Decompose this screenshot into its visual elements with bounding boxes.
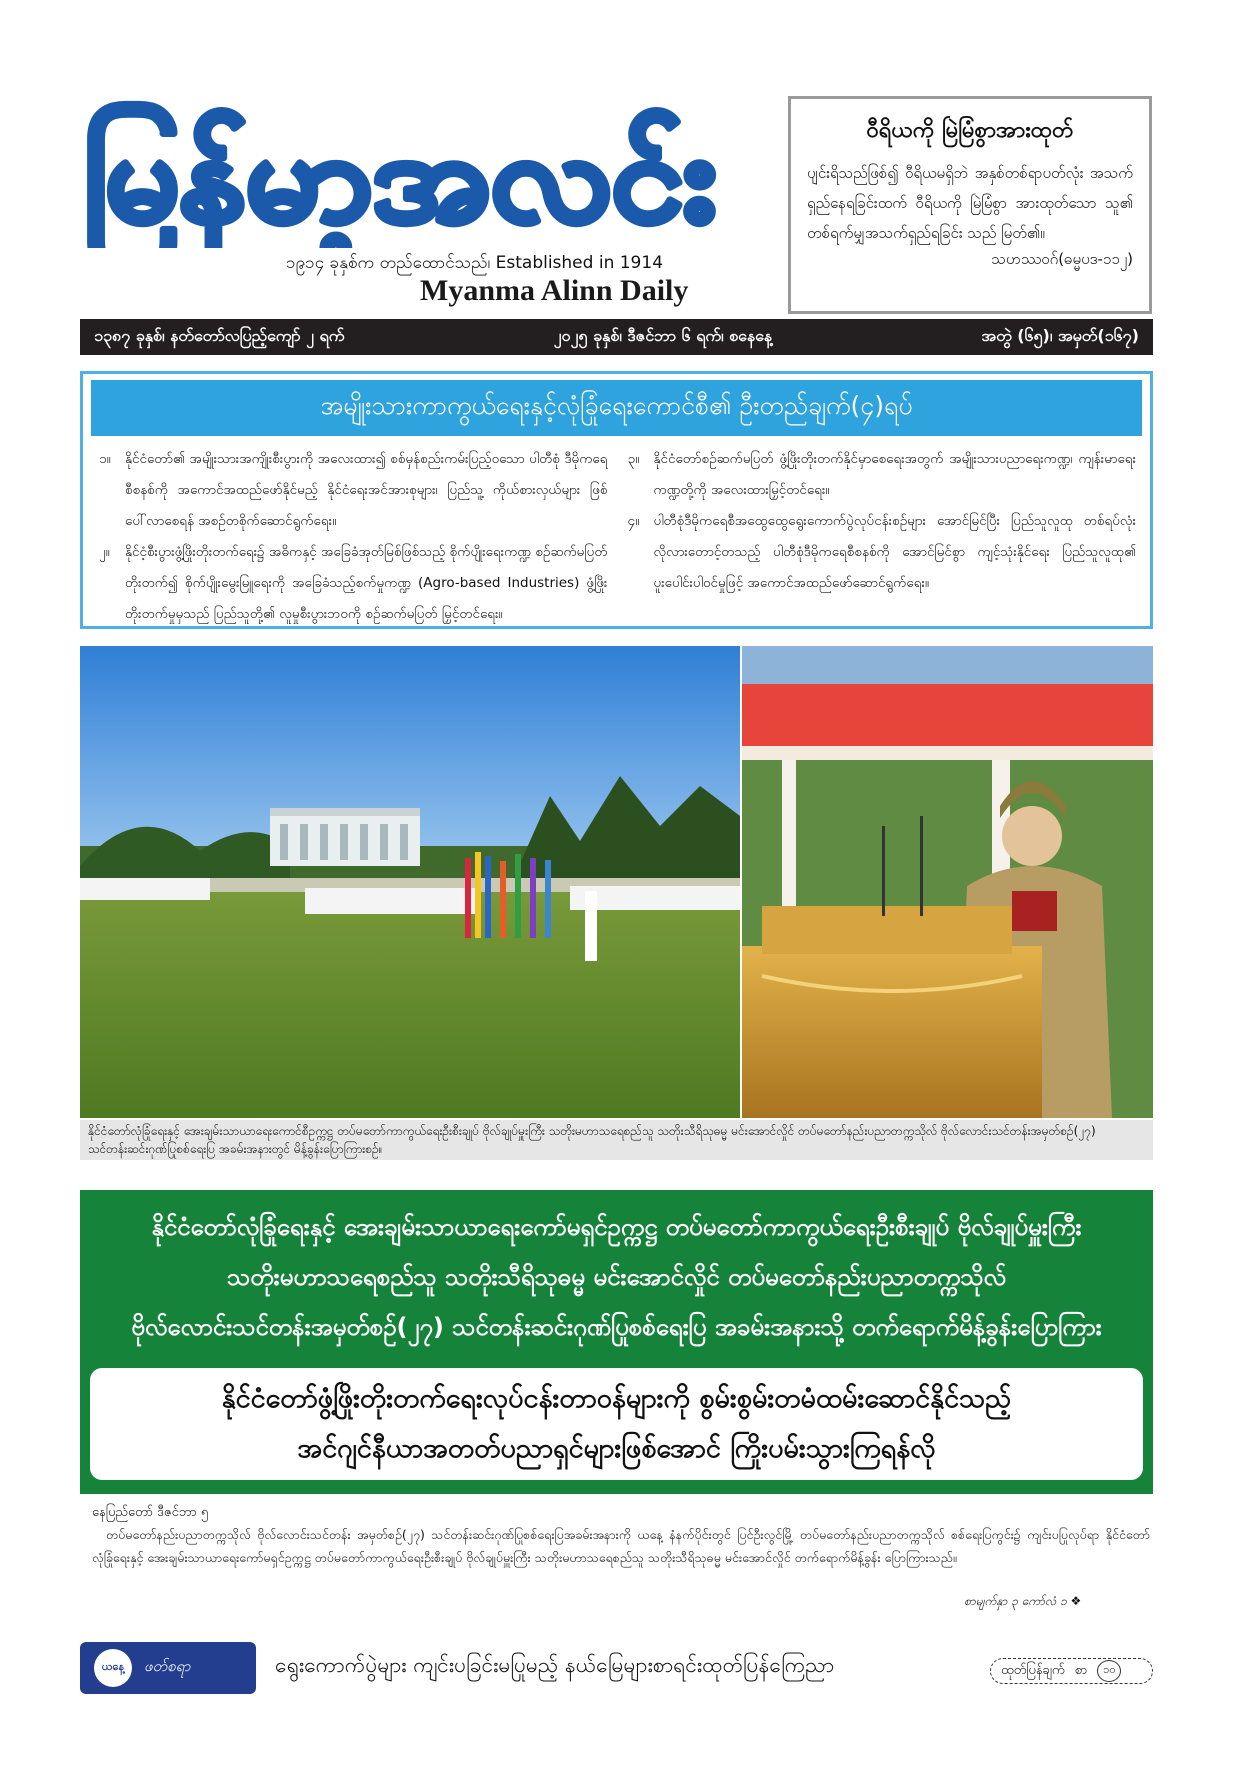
quote-source: သဟဿဝဂ်(ဓမ္မပဒ-၁၁၂) <box>991 250 1133 268</box>
masthead-logo-text: မြန်မာ့အလင်း <box>84 107 683 248</box>
issue-number: အတွဲ (၆၅)၊ အမှတ်(၁၆၇) <box>981 326 1139 345</box>
quote-box <box>788 96 1152 314</box>
headline-line: နိုင်ငံတော်လုံခြုံရေးနှင့် အေးချမ်းသာယာရေးကော်မရှင်ဥက္ကဋ္ဌ တပ်မတော်ကာကွယ်ရေးဦးစီးချုပ် ဗိုလ်ချုပ်မှူးကြီး <box>151 1213 1082 1241</box>
headline-line: ဗိုလ်လောင်းသင်တန်းအမှတ်စဉ်(၂၇) သင်တန်းဆင်းဂုဏ်ပြုစစ်ရေးပြ အခမ်းအနားသို့ တက်ရောက်မိန့်ခွန်းပြောကြား <box>131 1313 1102 1341</box>
page-number: ၁၀ <box>1097 1660 1121 1682</box>
quote-body: ပျင်းရိသည်ဖြစ်၍ ဝီရိယမရှိဘဲ အနှစ်တစ်ရာပတ်လုံး အသက်ရှည်နေရခြင်းထက် ဝီရိယကို မြဲမြံစွာ အားထုတ်သော သူ၏ တစ်ရက်မျှအသက်ရှည်ရခြင်း သည် မြတ်၏။ <box>807 164 1133 242</box>
footer-headline[interactable]: ရွေးကောက်ပွဲများ ကျင်းပခြင်းမပြုမည့် နယ်မြေများစာရင်းထုတ်ပြန်ကြေညာ <box>275 1653 835 1677</box>
objective-item <box>628 506 1137 599</box>
objective-number: ၁။ <box>99 451 111 467</box>
today-reading-badge[interactable] <box>80 1642 256 1694</box>
sub-headline-line: အင်ဂျင်နီယာအတတ်ပညာရှင်များဖြစ်အောင် ကြိုးပမ်းသွားကြရန်လို <box>297 1433 936 1464</box>
objective-item <box>99 444 608 537</box>
objectives-column-right <box>628 444 1137 630</box>
news-dateline: နေပြည်တော် ဒီဇင်ဘာ ၅ <box>92 1505 209 1520</box>
objectives-columns <box>83 436 1150 630</box>
english-name: Myanma Alinn Daily <box>420 274 689 307</box>
objective-item <box>99 537 608 630</box>
objectives-title: အမျိုးသားကာကွယ်ရေးနှင့်လုံခြုံရေးကောင်စီ၏ ဦးတည်ချက်(၄)ရပ် <box>91 380 1142 436</box>
page-reference-label: ထုတ်ပြန်ချက် <box>1001 1662 1065 1678</box>
sub-headline-line: နိုင်ငံတော်ဖွံ့ဖြိုးတိုးတက်ရေးလုပ်ငန်းတာဝန်များကို စွမ်းစွမ်းတမံထမ်းဆောင်နိုင်သည့် <box>221 1383 1012 1414</box>
headline-line: သတိုးမဟာသရေစည်သူ သတိုးသီရိသုဓမ္မ မင်းအောင်လှိုင် တပ်မတော်နည်းပညာတက္ကသိုလ် <box>226 1263 1007 1291</box>
objectives-column-left <box>99 444 608 630</box>
objective-item <box>628 444 1137 506</box>
parade-photo <box>80 646 740 1118</box>
masthead-logo <box>80 98 722 248</box>
headline-panel <box>80 1190 1153 1494</box>
main-headline <box>90 1202 1143 1352</box>
today-reading-label: ဖတ်စရာ <box>144 1657 191 1675</box>
objectives-box <box>80 371 1153 629</box>
objective-number: ၂။ <box>99 544 110 560</box>
continued-note: စာမျက်နှာ ၃ ကော်လံ ၁ ❖ <box>964 1594 1082 1608</box>
photo-caption: နိုင်ငံတော်လုံခြုံရေးနှင့် အေးချမ်းသာယာရေးကောင်စီဥက္ကဋ္ဌ တပ်မတော်ကာကွယ်ရေးဦးစီးချုပ် ဗိုလ်ချုပ်မှူးကြီး သတိုးမဟာသရေစည်သူ သတိုးသီရိသုဓမ္မ မင်းအောင်လှိုင် တပ်မတော်နည်းပညာတက္ကသိုလ် ဗိုလ်လောင်းသင်တန်းအမှတ်စဉ်(၂၇) သင်တန်းဆင်းဂုဏ်ပြုစစ်ရေးပြ အခမ်းအနားတွင် မိန့်ခွန်းပြောကြားစဉ်။ <box>80 1120 1153 1160</box>
news-body: တပ်မတော်နည်းပညာတက္ကသိုလ် ဗိုလ်လောင်းသင်တန်း အမှတ်စဉ်(၂၇) သင်တန်းဆင်းဂုဏ်ပြုစစ်ရေးပြအခမ်းအနားကို ယနေ့ နံနက်ပိုင်းတွင် ပြင်ဦးလွင်မြို့ တပ်မတော်နည်းပညာတက္ကသိုလ် စစ်ရေးပြကွင်း၌ ကျင်းပပြုလုပ်ရာ နိုင်ငံတော်လုံခြုံရေးနှင့် အေးချမ်းသာယာရေးကော်မရှင်ဥက္ကဋ္ဌ တပ်မတော်ကာကွယ်ရေးဦးစီးချုပ် ဗိုလ်ချုပ်မှူးကြီး သတိုးမဟာသရေစည်သူ သတိုးသီရိသုဓမ္မ မင်းအောင်လှိုင် တက်ရောက်မိန့်ခွန်း ပြောကြားသည်။ <box>92 1527 1150 1565</box>
page-reference[interactable] <box>990 1658 1153 1684</box>
gregorian-date: ၂၀၂၅ ခုနှစ်၊ ဒီဇင်ဘာ ၆ ရက်၊ စနေနေ့ <box>553 326 773 345</box>
quote-title: ဝီရိယကို မြဲမြံစွာအားထုတ် <box>866 118 1074 143</box>
founded-line: ၁၉၁၄ ခုနှစ်က တည်ထောင်သည်၊ Established in 1914 <box>286 253 664 273</box>
objective-text: နိုင်ငံတော်စဉ်ဆက်မပြတ် ဖွံ့ဖြိုးတိုးတက်နိုင်မှာစေရေးအတွက် အမျိုးသားပညာရေးကဏ္ဍ၊ ကျန်းမာရေးကဏ္ဍတို့ကို အလေးထားမြှင့်တင်ရေး။ <box>653 451 1136 498</box>
page-reference-tail: စာ <box>1074 1662 1088 1678</box>
objective-text: နိုင်ငံ့စီးပွားဖွံ့ဖြိုးတိုးတက်ရေး၌ အဓိကနှင့် အခြေခံအုတ်မြစ်ဖြစ်သည့် စိုက်ပျိုးရေးကဏ္ဍ စဉ်ဆက်မပြတ်တိုးတက်၍ စိုက်ပျိုးမွေးမြူရေးကို အခြေခံသည့်စက်မှုကဏ္ဍ (Agro-based Industries) ဖွံ့ဖြိုးတိုးတက်မှုမှသည် ပြည်သူတို့၏ လူမှုစီးပွားဘဝကို စဉ်ဆက်မပြတ် မြှင့်တင်ရေး။ <box>125 544 608 622</box>
today-logo-icon: ယနေ့ <box>94 1649 132 1687</box>
myanmar-date: ၁၃၈၇ ခုနှစ်၊ နတ်တော်လပြည့်ကျော် ၂ ရက် <box>94 326 345 345</box>
date-strip <box>80 319 1153 355</box>
speaker-photo <box>742 646 1153 1118</box>
sub-headline <box>90 1368 1143 1480</box>
objective-number: ၃။ <box>627 451 640 467</box>
objective-number: ၄။ <box>627 513 640 529</box>
objective-text: နိုင်ငံတော်၏ အမျိုးသားအကျိုးစီးပွားကို အလေးထား၍ စစ်မှန်စည်းကမ်းပြည့်ဝသော ပါတီစုံ ဒီမိုကရေစီစနစ်ကို အကောင်အထည်ဖော်နိုင်မည့် နိုင်ငံရေးအင်အားစုများ၊ ပြည်သူ့ ကိုယ်စားလှယ်များ ဖြစ်ပေါ်လာစေရန် အစဉ်တစိုက်ဆောင်ရွက်ရေး။ <box>125 451 608 529</box>
objective-text: ပါတီစုံဒီမိုကရေစီအထွေထွေရွေးကောက်ပွဲလုပ်ငန်းစဉ်များ အောင်မြင်ပြီး ပြည်သူလူထု တစ်ရပ်လုံး လိုလားတောင့်တသည့် ပါတီစုံဒီမိုကရေစီစနစ်ကို အောင်မြင်စွာ ကျင့်သုံးနိုင်ရေး ပြည်သူလူထု၏ ပူးပေါင်းပါဝင်မှုဖြင့် အကောင်အထည်ဖော်ဆောင်ရွက်ရေး။ <box>653 513 1136 591</box>
